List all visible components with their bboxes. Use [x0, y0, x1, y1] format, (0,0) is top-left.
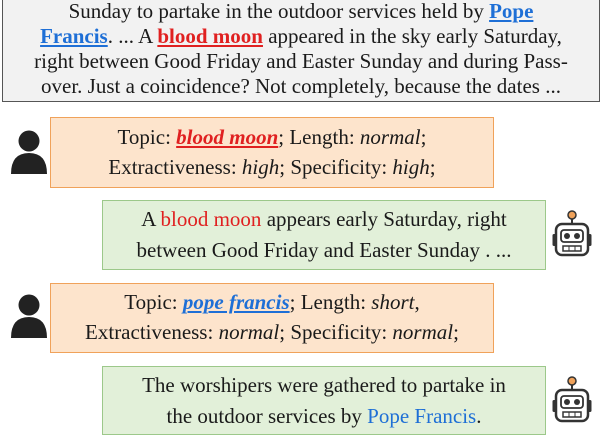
control-prompt — [50, 117, 494, 188]
entity-highlight: blood moon — [157, 24, 263, 48]
entity-highlight: Pope — [489, 0, 534, 23]
user-icon — [10, 130, 48, 174]
robot-icon — [552, 375, 592, 425]
extractiveness-value: normal — [218, 320, 280, 344]
control-line: Extractiveness: high; Specificity: high; — [108, 155, 436, 179]
control-line: Topic: pope francis; Length: short, — [124, 290, 420, 314]
length-value: short — [371, 290, 415, 314]
robot-icon — [552, 209, 592, 259]
topic-mention: Pope Francis — [367, 404, 477, 428]
document-line: Francis. ... A blood moon appeared in the sky early Saturday, — [40, 24, 562, 48]
document-line: Sunday to partake in the outdoor services held by Pope — [68, 0, 534, 23]
source-document — [2, 0, 600, 102]
summary-line: A blood moon appears early Saturday, right — [141, 207, 507, 231]
control-line: Extractiveness: normal; Specificity: normal; — [85, 320, 459, 344]
specificity-value: high — [392, 155, 430, 179]
summary-output — [102, 200, 546, 270]
summary-output — [102, 366, 546, 435]
entity-highlight: Francis — [40, 24, 108, 48]
document-line: right between Good Friday and Easter Sunday and during Pass- — [34, 49, 568, 73]
control-prompt — [50, 283, 494, 353]
control-line: Topic: blood moon; Length: normal; — [117, 125, 427, 149]
summary-line: between Good Friday and Easter Sunday . ... — [136, 238, 512, 262]
specificity-value: normal — [392, 320, 454, 344]
document-line: over. Just a coincidence? Not completely, because the dates ... — [41, 74, 561, 98]
summary-line: The worshipers were gathered to partake in — [142, 373, 506, 397]
topic-mention: blood moon — [160, 207, 262, 231]
length-value: normal — [359, 125, 421, 149]
extractiveness-value: high — [241, 155, 280, 179]
topic-keyword: blood moon — [176, 125, 279, 149]
topic-keyword: pope francis — [182, 290, 290, 314]
summary-line: the outdoor services by Pope Francis. — [166, 404, 482, 428]
user-icon — [10, 294, 48, 338]
